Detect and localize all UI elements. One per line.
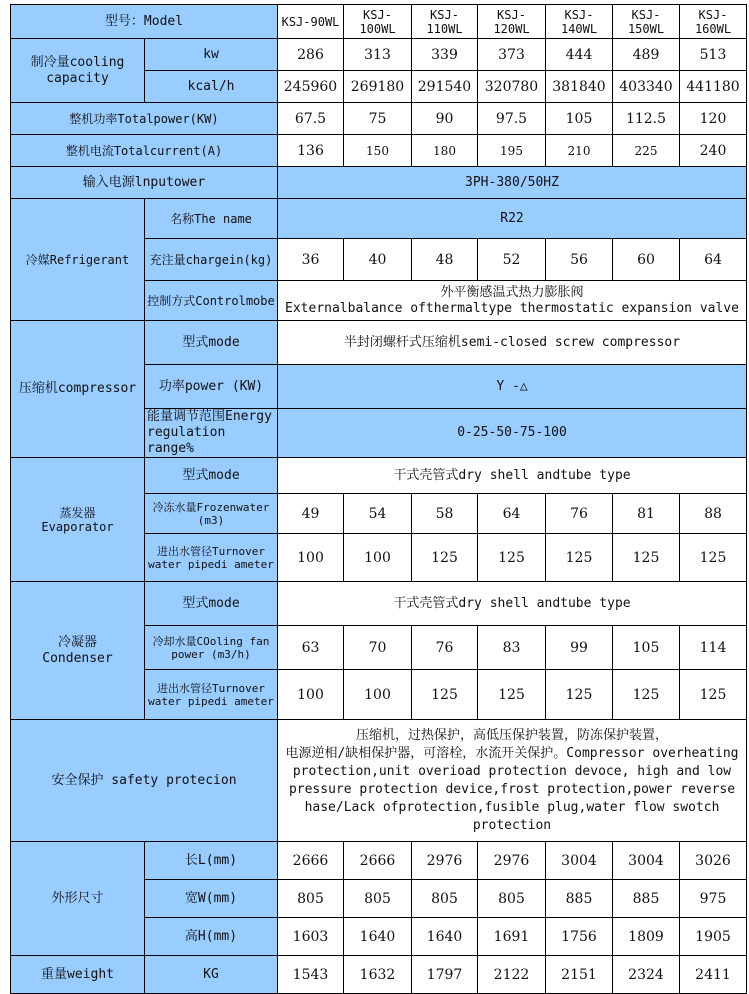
total-power-value: 120 (680, 103, 747, 135)
cooling-kw-value: 313 (344, 39, 412, 71)
cooling-kw-row (11, 39, 747, 71)
condenser-water-value: 105 (613, 626, 680, 670)
condenser-label-en: Condenser (42, 650, 113, 666)
evaporator-pipe-value: 125 (412, 534, 478, 582)
total-power-row (11, 103, 747, 135)
evaporator-water-value: 49 (278, 494, 344, 534)
evaporator-pipe-value: 125 (546, 534, 613, 582)
condenser-type-label: 型式mode (145, 582, 278, 626)
weight-label: 重量weight (11, 956, 145, 994)
refrigerant-name-value: R22 (278, 199, 747, 239)
evaporator-water-label: 冷冻水量Frozenwater (m3) (145, 494, 278, 534)
cooling-kw-value: 489 (613, 39, 680, 71)
model-label: 型号：Model (11, 5, 278, 39)
model-name: KSJ-110WL (412, 5, 478, 39)
weight-value: 2324 (613, 956, 680, 994)
dimension-height-value: 1905 (680, 918, 747, 956)
safety-line: pressure protection device,frost protection,power reverse (288, 781, 736, 797)
total-power-value: 112.5 (613, 103, 680, 135)
input-power-row (11, 167, 747, 199)
total-power-value: 75 (344, 103, 412, 135)
model-row (11, 5, 747, 39)
cooling-kcal-value: 441180 (680, 71, 747, 103)
dimension-length-value: 3004 (546, 842, 613, 880)
dimensions-label: 外形尺寸 (11, 842, 145, 956)
safety-line: protection (472, 817, 552, 833)
total-current-value: 240 (680, 135, 747, 167)
dimension-length-value: 2976 (478, 842, 546, 880)
refrigerant-charge-value: 48 (412, 239, 478, 281)
safety-line: 电源逆相/缺相保护器，可溶栓，水流开关保护。Compressor overheating (285, 745, 739, 761)
refrigerant-charge-value: 60 (613, 239, 680, 281)
dimension-length-value: 2666 (278, 842, 344, 880)
model-name: KSJ-120WL (478, 5, 546, 39)
refrigerant-name-label: 名称The name (145, 199, 278, 239)
dimension-width-value: 805 (278, 880, 344, 918)
total-current-value: 180 (412, 135, 478, 167)
weight-value: 1632 (344, 956, 412, 994)
compressor-label: 压缩机compressor (11, 321, 145, 458)
total-current-value: 210 (546, 135, 613, 167)
cooling-kw-value: 373 (478, 39, 546, 71)
evaporator-label (11, 458, 145, 582)
dimension-width-value: 885 (546, 880, 613, 918)
total-current-value: 225 (613, 135, 680, 167)
evaporator-pipe-label: 进出水管径Turnover water pipedi ameter (145, 534, 278, 582)
condenser-pipe-value: 125 (680, 670, 747, 720)
evaporator-type-row (11, 458, 747, 494)
evaporator-pipe-value: 100 (278, 534, 344, 582)
condenser-label-cn: 冷凝器 (57, 634, 97, 650)
cooling-kw-value: 339 (412, 39, 478, 71)
condenser-pipe-value: 100 (278, 670, 344, 720)
condenser-pipe-value: 125 (478, 670, 546, 720)
evaporator-water-value: 54 (344, 494, 412, 534)
dimension-height-value: 1756 (546, 918, 613, 956)
compressor-type-value: 半封闭螺杆式压缩机semi-closed screw compressor (278, 321, 747, 365)
condenser-pipe-value: 125 (546, 670, 613, 720)
evaporator-type-value: 干式壳管式dry shell andtube type (278, 458, 747, 494)
model-name: KSJ-140WL (546, 5, 613, 39)
dimension-height-value: 1691 (478, 918, 546, 956)
safety-value (278, 720, 747, 842)
evaporator-water-value: 64 (478, 494, 546, 534)
dimension-length-value: 2976 (412, 842, 478, 880)
cooling-kcal-value: 245960 (278, 71, 344, 103)
condenser-pipe-label: 进出水管径Turnover water pipedi ameter (145, 670, 278, 720)
dimension-width-value: 805 (344, 880, 412, 918)
condenser-type-row (11, 582, 747, 626)
evaporator-water-value: 81 (613, 494, 680, 534)
compressor-type-label: 型式mode (145, 321, 278, 365)
compressor-power-value: Y -△ (278, 365, 747, 409)
weight-value: 2411 (680, 956, 747, 994)
refrigerant-label: 冷媒Refrigerant (11, 199, 145, 321)
refrigerant-charge-value: 36 (278, 239, 344, 281)
evaporator-pipe-value: 125 (613, 534, 680, 582)
compressor-energy-label: 能量调节范围Energy regulation range% (145, 409, 278, 458)
evaporator-type-label: 型式mode (145, 458, 278, 494)
dimension-length-row (11, 842, 747, 880)
dimension-height-value: 1640 (412, 918, 478, 956)
safety-line: protection,unit overioad protection devoce, high and low (292, 763, 732, 779)
condenser-water-label: 冷却水量COoling fan power (m3/h) (145, 626, 278, 670)
cooling-kcal-value: 381840 (546, 71, 613, 103)
dimension-width-value: 805 (412, 880, 478, 918)
total-power-value: 105 (546, 103, 613, 135)
condenser-water-value: 99 (546, 626, 613, 670)
condenser-pipe-value: 125 (412, 670, 478, 720)
cooling-capacity-label: 制冷量cooling capacity (11, 39, 145, 103)
cooling-kcal-value: 291540 (412, 71, 478, 103)
total-current-value: 136 (278, 135, 344, 167)
dimension-length-value: 3004 (613, 842, 680, 880)
weight-value: 2122 (478, 956, 546, 994)
dimension-height-label: 高H(mm) (145, 918, 278, 956)
total-power-value: 90 (412, 103, 478, 135)
refrigerant-name-row (11, 199, 747, 239)
condenser-water-value: 76 (412, 626, 478, 670)
dimension-height-value: 1640 (344, 918, 412, 956)
weight-row (11, 956, 747, 994)
spec-table (10, 4, 747, 994)
compressor-energy-value: 0-25-50-75-100 (278, 409, 747, 458)
cooling-kcal-value: 403340 (613, 71, 680, 103)
compressor-type-row (11, 321, 747, 365)
total-power-value: 97.5 (478, 103, 546, 135)
dimension-width-label: 宽W(mm) (145, 880, 278, 918)
total-power-label: 整机功率Totalpower(KW) (11, 103, 278, 135)
condenser-water-value: 114 (680, 626, 747, 670)
dimension-width-value: 975 (680, 880, 747, 918)
compressor-power-label: 功率power (KW) (145, 365, 278, 409)
safety-label: 安全保护 safety protecion (11, 720, 278, 842)
refrigerant-charge-value: 52 (478, 239, 546, 281)
total-power-value: 67.5 (278, 103, 344, 135)
weight-value: 1543 (278, 956, 344, 994)
cooling-kw-value: 286 (278, 39, 344, 71)
cooling-kw-value: 444 (546, 39, 613, 71)
safety-line: hase/Lack ofprotection,fusible plug,water flow swotch (304, 799, 720, 815)
model-name: KSJ-100WL (344, 5, 412, 39)
dimension-height-value: 1603 (278, 918, 344, 956)
weight-unit: KG (145, 956, 278, 994)
evaporator-pipe-value: 125 (478, 534, 546, 582)
control-line-cn: 外平衡感温式热力膨胀阀 (440, 284, 584, 300)
model-name: KSJ-160WL (680, 5, 747, 39)
cooling-kcal-unit: kcal/h (145, 71, 278, 103)
input-power-label: 输入电源lnputower (11, 167, 278, 199)
weight-value: 1797 (412, 956, 478, 994)
safety-row (11, 720, 747, 842)
total-current-value: 195 (478, 135, 546, 167)
total-current-label: 整机电流Totalcurrent(A) (11, 135, 278, 167)
condenser-label (11, 582, 145, 720)
safety-line: 压缩机，过热保护，高低压保护装置，防冻保护装置， (355, 727, 668, 743)
input-power-value: 3PH-380/50HZ (278, 167, 747, 199)
dimension-length-label: 长L(mm) (145, 842, 278, 880)
total-current-row (11, 135, 747, 167)
weight-value: 2151 (546, 956, 613, 994)
condenser-pipe-value: 125 (613, 670, 680, 720)
refrigerant-charge-value: 40 (344, 239, 412, 281)
refrigerant-charge-value: 56 (546, 239, 613, 281)
dimension-height-value: 1809 (613, 918, 680, 956)
total-current-value: 150 (344, 135, 412, 167)
evaporator-pipe-value: 125 (680, 534, 747, 582)
refrigerant-charge-value: 64 (680, 239, 747, 281)
condenser-pipe-value: 100 (344, 670, 412, 720)
condenser-water-value: 83 (478, 626, 546, 670)
condenser-water-value: 63 (278, 626, 344, 670)
model-name: KSJ-150WL (613, 5, 680, 39)
evaporator-label-en: Evaporator (41, 519, 114, 534)
model-name: KSJ-90WL (278, 5, 344, 39)
cooling-kcal-value: 269180 (344, 71, 412, 103)
cooling-kw-unit: kw (145, 39, 278, 71)
cooling-kcal-value: 320780 (478, 71, 546, 103)
condenser-water-value: 70 (344, 626, 412, 670)
control-line-en: Externalbalance ofthermaltype thermostatic expansion valve (285, 300, 739, 316)
refrigerant-control-label: 控制方式Controlmobe (145, 281, 278, 321)
evaporator-pipe-value: 100 (344, 534, 412, 582)
evaporator-water-value: 88 (680, 494, 747, 534)
evaporator-label-cn: 蒸发器 (59, 505, 96, 520)
evaporator-water-value: 76 (546, 494, 613, 534)
cooling-kw-value: 513 (680, 39, 747, 71)
refrigerant-charge-label: 充注量chargein(kg) (145, 239, 278, 281)
dimension-length-value: 2666 (344, 842, 412, 880)
refrigerant-control-value (278, 281, 747, 321)
dimension-length-value: 3026 (680, 842, 747, 880)
dimension-width-value: 805 (478, 880, 546, 918)
condenser-type-value: 干式壳管式dry shell andtube type (278, 582, 747, 626)
evaporator-water-value: 58 (412, 494, 478, 534)
dimension-width-value: 885 (613, 880, 680, 918)
